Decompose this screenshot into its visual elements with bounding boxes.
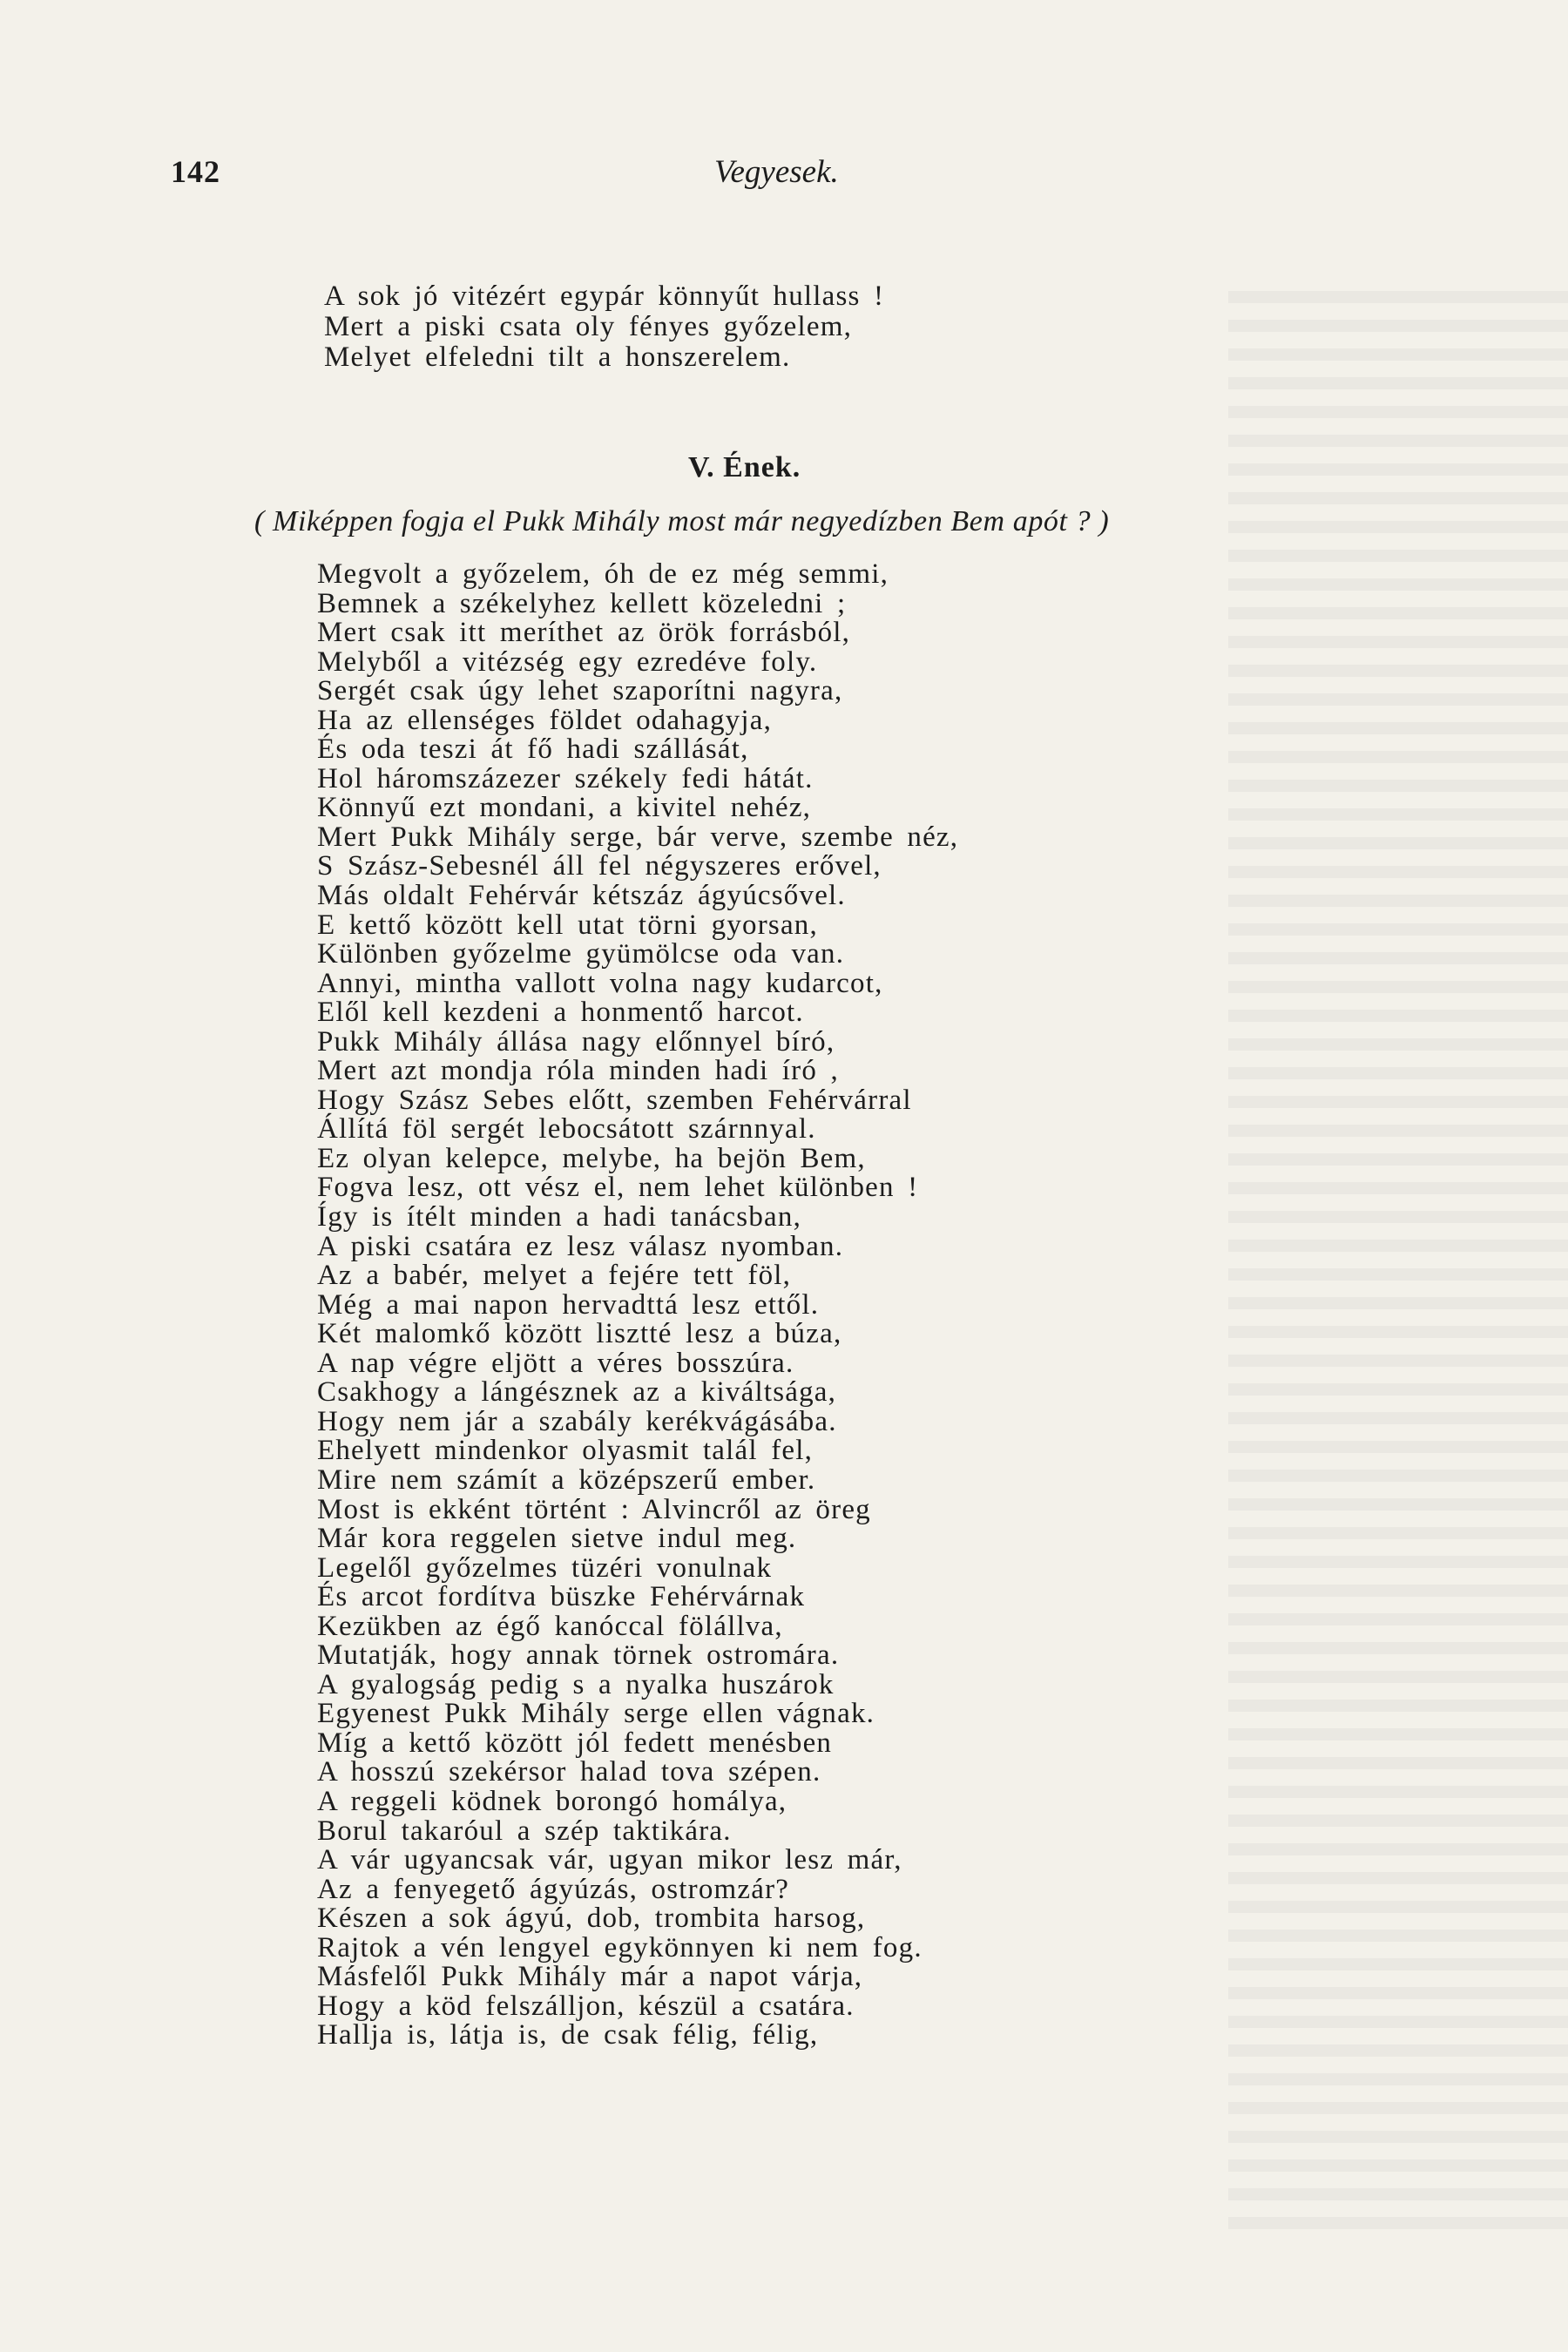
verse-line: Állítá föl sergét lebocsátott szárnnyal. (317, 1113, 816, 1146)
page-number: 142 (171, 154, 220, 189)
verse-line: A piski csatára ez lesz válasz nyomban. (317, 1230, 844, 1262)
verse-line: Mert a piski csata oly fényes győzelem, (324, 311, 853, 342)
verse-line: Megvolt a győzelem, óh de ez még semmi, (317, 558, 889, 590)
verse-line: Pukk Mihály állása nagy előnnyel bíró, (317, 1025, 835, 1058)
verse-line: Még a mai napon hervadttá lesz ettől. (317, 1288, 820, 1321)
verse-line: És arcot fordítva büszke Fehérvárnak (317, 1581, 806, 1613)
verse-line: Melyet elfeledni tilt a honszerelem. (324, 341, 791, 373)
verse-line: Csakhogy a lángésznek az a kiváltsága, (317, 1376, 837, 1409)
verse-line: Míg a kettő között jól fedett menésben (317, 1727, 833, 1759)
verse-line: Készen a sok ágyú, dob, trombita harsog, (317, 1903, 866, 1935)
verse-line: Az a babér, melyet a fejére tett föl, (317, 1260, 792, 1292)
verse-line: A reggeli ködnek borongó homálya, (317, 1785, 787, 1817)
verse-line: Hogy a köd felszálljon, készül a csatára. (317, 1990, 855, 2022)
song-subtitle: ( Miképpen fogja el Pukk Mihály most már negyedízben Bem apót ? ) (254, 505, 1110, 537)
verse-line: S Szász-Sebesnél áll fel négyszeres erővel, (317, 850, 882, 882)
verse-line: E kettő között kell utat törni gyorsan, (317, 909, 818, 941)
verse-line: Az a fenyegető ágyúzás, ostromzár? (317, 1873, 790, 1905)
song-title: V. Ének. (688, 451, 801, 483)
verse-line: Mutatják, hogy annak törnek ostromára. (317, 1639, 840, 1672)
show-through-text (1228, 279, 1568, 2239)
verse-line: Más oldalt Fehérvár kétszáz ágyúcsővel. (317, 880, 846, 912)
verse-line: Ez olyan kelepce, melybe, ha bejön Bem, (317, 1142, 866, 1174)
song-verse (317, 560, 958, 2051)
verse-line: Sergét csak úgy lehet szaporítni nagyra, (317, 675, 843, 707)
verse-line: Kezükben az égő kanóccal fölállva, (317, 1610, 783, 1642)
verse-line: Fogva lesz, ott vész el, nem lehet különben ! (317, 1172, 919, 1204)
page-header (0, 153, 1568, 197)
running-head: Vegyesek. (714, 154, 839, 190)
verse-line: Ehelyett mindenkor olyasmit talál fel, (317, 1435, 814, 1467)
verse-line: Mire nem számít a középszerű ember. (317, 1463, 816, 1496)
verse-line: Egyenest Pukk Mihály serge ellen vágnak. (317, 1698, 875, 1730)
verse-line: Legelől győzelmes tüzéri vonulnak (317, 1551, 773, 1584)
verse-line: És oda teszi át fő hadi szállását, (317, 733, 749, 766)
verse-line: Annyi, mintha vallott volna nagy kudarcot, (317, 967, 883, 999)
verse-line: Rajtok a vén lengyel egykönnyen ki nem fog. (317, 1931, 923, 1963)
verse-line: Mert azt mondja róla minden hadi író , (317, 1055, 839, 1087)
verse-line: A vár ugyancsak vár, ugyan mikor lesz már, (317, 1844, 902, 1876)
verse-line: Másfelől Pukk Mihály már a napot várja, (317, 1961, 863, 1993)
verse-line: Hogy Szász Sebes előtt, szemben Fehérvárral (317, 1084, 912, 1116)
verse-line: Hogy nem jár a szabály kerékvágásába. (317, 1405, 837, 1437)
verse-line: Ha az ellenséges földet odahagyja, (317, 704, 773, 736)
verse-line: Két malomkő között lisztté lesz a búza, (317, 1318, 842, 1350)
verse-line: A hosszú szekérsor halad tova szépen. (317, 1756, 821, 1788)
verse-line: Könnyű ezt mondani, a kivitel nehéz, (317, 792, 812, 824)
closing-stanza (324, 281, 884, 373)
verse-line: Hallja is, látja is, de csak félig, félig, (317, 2019, 819, 2051)
verse-line: Mert Pukk Mihály serge, bár verve, szembe néz, (317, 821, 959, 853)
verse-line: Borul takaróul a szép taktikára. (317, 1815, 732, 1847)
verse-line: Most is ekként történt : Alvincről az öreg (317, 1493, 871, 1525)
verse-line: A gyalogság pedig s a nyalka huszárok (317, 1668, 835, 1700)
verse-line: Mert csak itt meríthet az örök forrásból, (317, 617, 851, 649)
verse-line: Elől kell kezdeni a honmentő harcot. (317, 997, 804, 1029)
verse-line: A nap végre eljött a véres bosszúra. (317, 1347, 794, 1379)
verse-line: A sok jó vitézért egypár könnyűt hullass ! (324, 280, 885, 312)
verse-line: Melyből a vitézség egy ezredéve foly. (317, 645, 818, 678)
verse-line: Hol háromszázezer székely fedi hátát. (317, 762, 814, 794)
verse-line: Már kora reggelen sietve indul meg. (317, 1523, 797, 1555)
verse-line: Különben győzelme gyümölcse oda van. (317, 938, 845, 970)
verse-line: Így is ítélt minden a hadi tanácsban, (317, 1201, 802, 1233)
verse-line: Bemnek a székelyhez kellett közeledni ; (317, 587, 847, 619)
